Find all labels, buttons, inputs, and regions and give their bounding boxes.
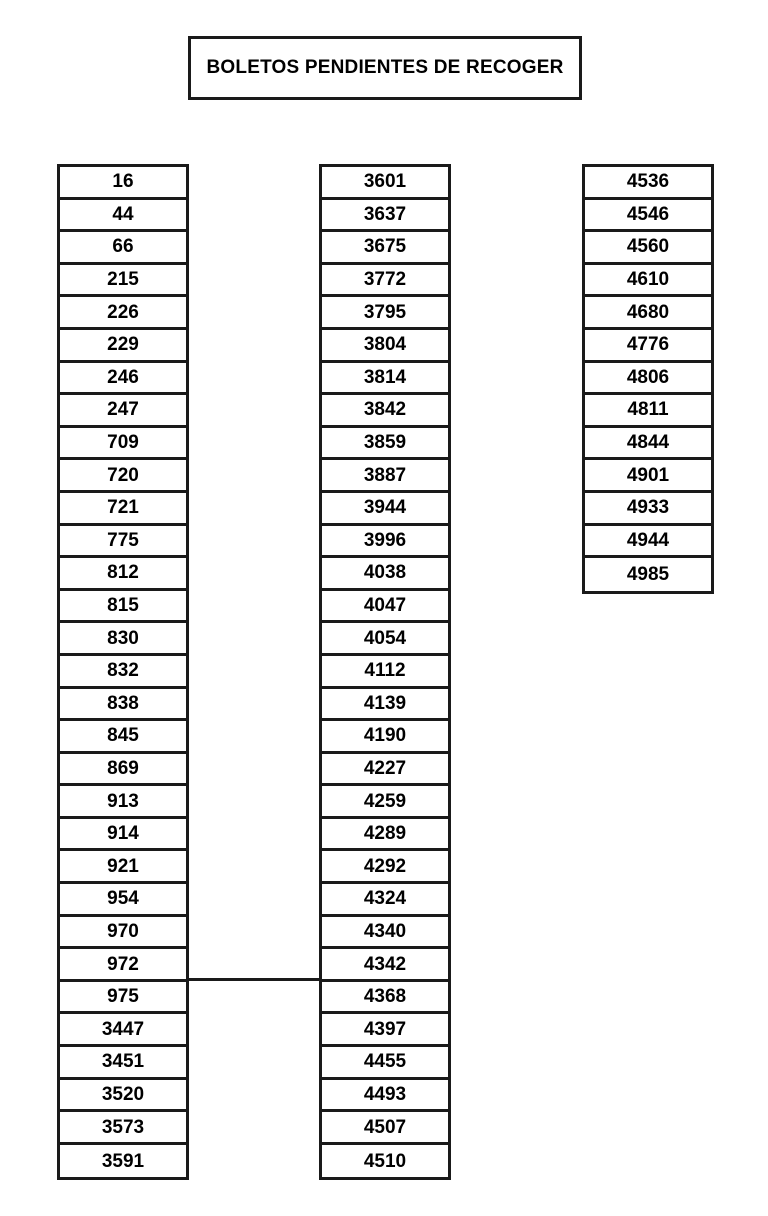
ticket-number-cell: 16 [60,167,186,200]
connector-line [189,978,319,981]
ticket-number-cell: 4776 [585,330,711,363]
ticket-number-cell: 3601 [322,167,448,200]
ticket-number-cell: 3814 [322,363,448,396]
ticket-number-cell: 954 [60,884,186,917]
ticket-number-cell: 4901 [585,460,711,493]
ticket-number-cell: 709 [60,428,186,461]
ticket-number-cell: 975 [60,982,186,1015]
ticket-number-cell: 832 [60,656,186,689]
ticket-number-cell: 4536 [585,167,711,200]
ticket-number-cell: 914 [60,819,186,852]
ticket-number-cell: 4047 [322,591,448,624]
ticket-number-cell: 815 [60,591,186,624]
ticket-number-cell: 4397 [322,1014,448,1047]
ticket-number-cell: 229 [60,330,186,363]
ticket-number-cell: 3675 [322,232,448,265]
ticket-number-cell: 226 [60,297,186,330]
ticket-column-3 [582,164,714,594]
ticket-number-cell: 913 [60,786,186,819]
ticket-number-cell: 4507 [322,1112,448,1145]
ticket-number-cell: 3842 [322,395,448,428]
ticket-number-cell: 3451 [60,1047,186,1080]
ticket-number-cell: 4292 [322,851,448,884]
ticket-number-cell: 4811 [585,395,711,428]
ticket-number-cell: 247 [60,395,186,428]
ticket-number-cell: 775 [60,526,186,559]
ticket-number-cell: 4560 [585,232,711,265]
ticket-number-cell: 4112 [322,656,448,689]
ticket-number-cell: 3772 [322,265,448,298]
ticket-column-1 [57,164,189,1180]
ticket-number-cell: 246 [60,363,186,396]
ticket-number-cell: 970 [60,917,186,950]
ticket-number-cell: 4259 [322,786,448,819]
ticket-number-cell: 720 [60,460,186,493]
ticket-number-cell: 972 [60,949,186,982]
ticket-number-cell: 838 [60,689,186,722]
ticket-number-cell: 3447 [60,1014,186,1047]
page-title-text: BOLETOS PENDIENTES DE RECOGER [206,57,564,78]
ticket-number-cell: 4844 [585,428,711,461]
ticket-number-cell: 3944 [322,493,448,526]
ticket-number-cell: 4680 [585,297,711,330]
ticket-number-cell: 845 [60,721,186,754]
ticket-number-cell: 4985 [626,563,670,585]
ticket-number-cell: 4493 [322,1080,448,1113]
ticket-number-cell: 4342 [322,949,448,982]
ticket-number-cell: 869 [60,754,186,787]
ticket-number-cell: 4190 [322,721,448,754]
ticket-number-cell: 66 [60,232,186,265]
ticket-number-cell: 4289 [322,819,448,852]
ticket-number-cell: 4038 [322,558,448,591]
ticket-number-cell: 3573 [60,1112,186,1145]
ticket-number-cell: 4139 [322,689,448,722]
ticket-number-cell: 721 [60,493,186,526]
ticket-number-cell: 830 [60,623,186,656]
ticket-number-cell: 3637 [322,200,448,233]
ticket-number-cell: 3887 [322,460,448,493]
ticket-number-cell: 4546 [585,200,711,233]
ticket-number-cell: 215 [60,265,186,298]
ticket-number-cell: 4806 [585,363,711,396]
ticket-number-cell: 3795 [322,297,448,330]
ticket-number-cell: 812 [60,558,186,591]
page-title [188,36,582,100]
ticket-number-cell: 4455 [322,1047,448,1080]
ticket-number-cell: 3520 [60,1080,186,1113]
ticket-number-cell: 4944 [585,526,711,559]
ticket-number-cell: 4610 [585,265,711,298]
ticket-number-cell: 921 [60,851,186,884]
ticket-number-cell: 4324 [322,884,448,917]
ticket-number-cell: 4340 [322,917,448,950]
ticket-number-cell: 4054 [322,623,448,656]
ticket-number-cell: 4227 [322,754,448,787]
ticket-number-cell: 4933 [585,493,711,526]
ticket-number-cell: 3804 [322,330,448,363]
ticket-number-cell: 4510 [363,1150,407,1172]
ticket-number-cell: 44 [60,200,186,233]
ticket-number-cell: 3591 [101,1150,145,1172]
ticket-number-cell: 3859 [322,428,448,461]
ticket-column-2 [319,164,451,1180]
ticket-number-cell: 3996 [322,526,448,559]
ticket-number-cell: 4368 [322,982,448,1015]
